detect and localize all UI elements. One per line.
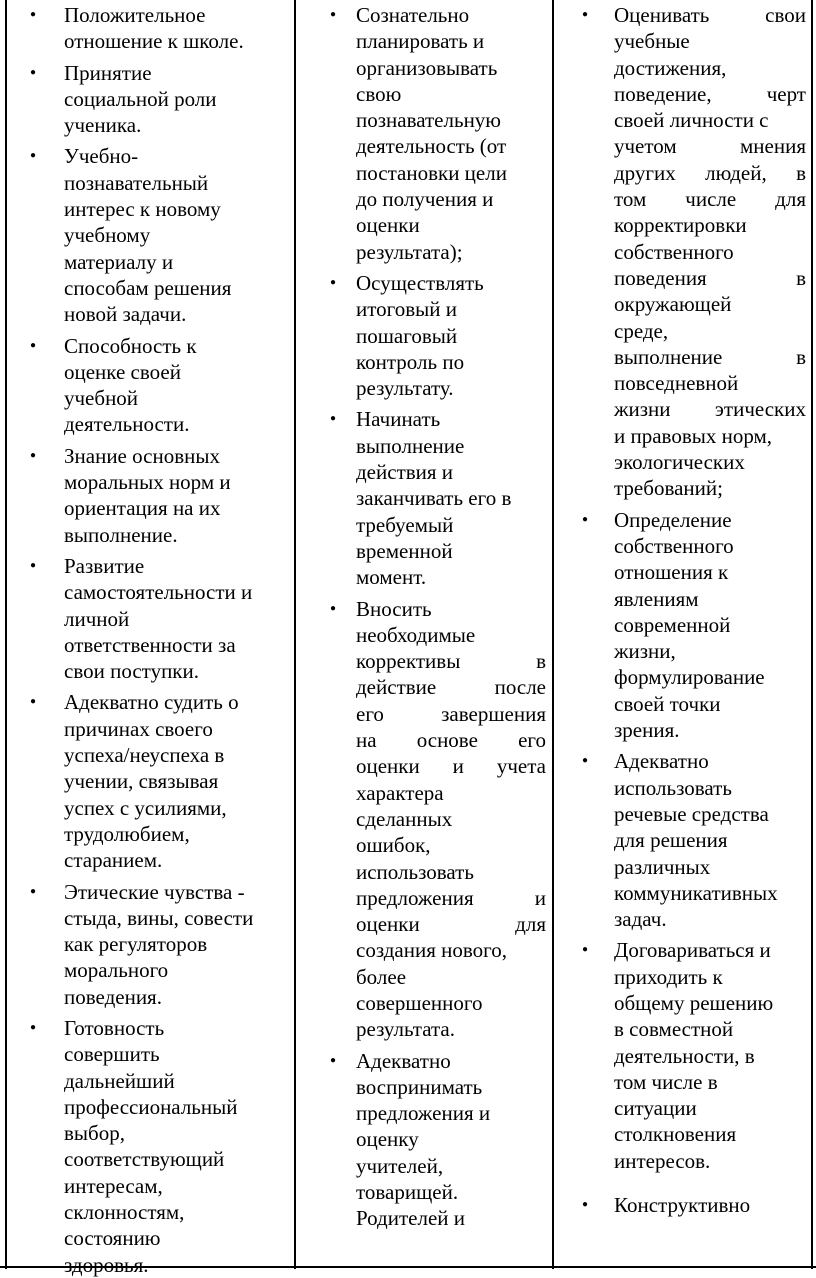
bullet-icon: ● [30,339,37,351]
list-item-line: коррективы в [356,649,546,674]
list-item-line: том числе в [614,1069,718,1094]
list-item-line: действие после [356,675,546,700]
list-item-line: состоянию [64,1226,161,1251]
list-item [10,2,290,55]
list-item-line: оценке своей [64,359,181,384]
list-item-line: результату. [356,376,454,401]
list-item-line: организовывать [356,55,498,80]
list-item-line: до получения и [356,187,494,212]
list-item [10,60,290,139]
list-item-line: интересов. [614,1148,711,1173]
list-item-line: трудолюбием, [64,821,190,846]
list-item-line: том числе для [614,187,806,212]
list-item-line: среде, [614,318,669,343]
list-item-line: Готовность [64,1015,165,1040]
list-item-line: на основе его [356,728,546,753]
list-item [10,143,290,327]
list-item-line: более [356,964,407,989]
list-item-line: оценки и учета [356,754,546,779]
list-item [300,596,546,1043]
list-item-line: новой задачи. [64,302,187,327]
bullet-icon: ● [582,9,589,20]
table-border-left [5,0,7,1269]
list-item-line: ученика. [64,113,142,138]
list-item-line: экологических [614,450,745,475]
list-item-line: интересам, [64,1173,163,1198]
list-item-line: дальнейший [64,1068,175,1093]
list-item-line: учетом мнения [614,134,806,159]
list-item-line: выполнение [356,433,465,458]
list-item [300,2,546,265]
list-item-line: Положительное [64,3,206,27]
list-item-line: Родителей и [356,1206,465,1231]
list-item-line: достижения, [614,55,727,80]
list-item [558,507,806,744]
list-item-line: Вносить [356,596,432,621]
list-item [10,443,290,548]
bullet-icon: ● [30,449,37,461]
list-item-line: успех с усилиями, [64,795,227,820]
list-item-line: столкновения [614,1122,737,1147]
column-regulatory [300,2,546,1232]
list-item-line: создания нового, [356,938,507,963]
bullet-icon: ● [30,66,37,78]
list-item-line: познавательный [64,170,209,195]
list-item-line: Конструктивно [614,1193,751,1218]
list-item-line: пошаговый [356,323,458,348]
list-item-line: различных [614,854,711,879]
list-item-line: Определение [614,507,732,532]
list-item-line: ориентация на их [64,496,221,521]
list-item-line: личной [64,606,130,631]
list-item-line: его завершения [356,701,546,726]
list-item-line: постановки цели [356,160,507,185]
bullet-icon: ● [330,276,337,288]
table-border-right [811,0,813,1269]
list-item-line: отношения к [614,560,729,585]
list-item-line: отношение к школе. [64,29,244,54]
list-item-line: старанием. [64,848,163,873]
list-item-line: успеха/неуспеха в [64,743,225,768]
list-item-line: совершить [64,1042,160,1067]
bullet-icon: ● [30,9,37,20]
list-item-line: требований; [614,476,723,501]
list-item-line: морального [64,958,169,983]
list-item-line: Начинать [356,407,441,432]
list-item [10,1015,290,1278]
list-item-line: моральных норм и [64,470,231,495]
list-item-line: оценки [356,213,420,238]
bullet-icon: ● [30,885,37,897]
bullet-icon: ● [582,755,589,767]
list-item-line: профессиональный [64,1094,238,1119]
list-item-line: оценку [356,1127,419,1152]
list-item-line: характера [356,780,444,805]
list-item [558,937,806,1174]
list-item-line: действия и [356,460,454,485]
bullet-icon: ● [582,944,589,956]
list-item-line: социальной роли [64,86,217,111]
list-item-line: выполнение в [614,344,806,369]
list-item [300,406,546,590]
list-item-line: коммуникативных [614,880,778,905]
list-item-line: учении, связывая [64,769,219,794]
list-item-line: свою [356,81,402,106]
list-item-line: поведение, черт [614,81,806,106]
list-item-line: ответственности за [64,632,236,657]
list-item-line: заканчивать его в [356,486,512,511]
list-item-line: учебные [614,29,690,54]
list-item-line: формулирование [614,665,765,690]
list-item-line: склонностям, [64,1200,185,1225]
column-communicative [558,2,806,1218]
list-item-line: Договариваться и [614,938,771,963]
list-item-line: Этические чувства - [64,879,245,904]
list-item [10,553,290,684]
list-item-line: в совместной [614,1017,734,1042]
list-item-line: корректировки [614,213,747,238]
list-item-line: необходимые [356,622,476,647]
bullet-icon: ● [30,696,37,708]
list-item-line: Развитие [64,553,145,578]
list-item-line: предложения и [356,885,546,910]
list-item-line: ошибок, [356,833,431,858]
list-item [10,333,290,438]
bullet-icon: ● [330,602,337,614]
list-item-line: причинах своего [64,716,213,741]
list-item-line: воспринимать [356,1074,483,1099]
list-item-line: Адекватно судить о [64,690,239,715]
list-item [300,270,546,401]
list-item-line: здоровья. [64,1252,149,1277]
list-item-line: выбор, [64,1121,125,1146]
list-item-line: как регуляторов [64,932,208,957]
list-item-line: способам решения [64,275,232,300]
list-item-line: свои поступки. [64,659,199,684]
list-item-line: жизни, [614,639,676,664]
list-item-line: учителей, [356,1153,444,1178]
list-item-line: других людей, в [614,160,806,185]
list-item [558,1192,806,1218]
bullet-icon: ● [30,559,37,571]
list-item-line: самостоятельности и [64,580,253,605]
list-item [558,2,806,502]
list-item-line: итоговый и [356,297,457,322]
list-item [558,748,806,932]
list-item-line: речевые средства [614,801,769,826]
list-item-line: требуемый [356,512,454,537]
bullet-icon: ● [30,1021,37,1033]
list-item [10,879,290,1010]
list-item-line: деятельности. [64,412,190,437]
list-item-line: собственного [614,533,734,558]
list-item-line: собственного [614,239,734,264]
list-item-line: задач. [614,907,667,932]
list-item-line: повседневной [614,371,739,396]
list-item-line: совершенного [356,990,483,1015]
list-item-line: Оценивать свои [614,3,806,27]
list-item-line: использовать [356,859,474,884]
list-item-line: Знание основных [64,443,220,468]
list-item-line: товарищей. [356,1180,459,1205]
list-item-line: выполнение. [64,522,178,547]
list-item-line: использовать [614,775,732,800]
list-item-line: своей точки [614,691,721,716]
bullet-icon: ● [30,150,37,162]
list-item-line: явлениям [614,586,699,611]
list-item-line: предложения и [356,1101,491,1126]
list-item-line: своей личности с [614,108,769,133]
list-item-line: сделанных [356,806,453,831]
list-item-line: материалу и [64,249,174,274]
bullet-icon: ● [330,1054,337,1066]
column-personal [10,2,290,1278]
list-item-line: Способность к [64,333,197,358]
list-item-line: поведения. [64,984,162,1009]
list-item-line: контроль по [356,349,465,374]
list-item-line: поведения в [614,265,806,290]
list-item-line: зрения. [614,718,680,743]
bullet-icon: ● [582,1199,589,1211]
list-item [10,689,290,873]
bullet-icon: ● [330,9,337,20]
list-item-line: современной [614,612,731,637]
list-item-line: результата); [356,239,463,264]
list-item-line: планировать и [356,29,485,54]
bullet-icon: ● [330,413,337,425]
list-item-line: познавательную [356,108,501,133]
list-item-line: оценки для [356,912,546,937]
list-item-line: ситуации [614,1096,697,1121]
list-item-line: учебному [64,223,151,248]
list-item-line: временной [356,538,453,563]
list-item-line: Принятие [64,60,152,85]
list-item-line: общему решению [614,990,774,1015]
list-item-line: Адекватно [614,749,709,774]
list-item-line: Сознательно [356,3,470,27]
list-item-line: Осуществлять [356,270,484,295]
list-item-line: деятельности, в [614,1043,755,1068]
list-item-line: соответствующий [64,1147,225,1172]
list-item-line: стыда, вины, совести [64,905,254,930]
list-item-line: учебной [64,386,139,411]
list-item-line: момент. [356,565,427,590]
list-item-line: жизни этических [614,397,806,422]
list-item-line: для решения [614,828,728,853]
list-item-line: и правовых норм, [614,423,773,448]
bullet-icon: ● [582,513,589,525]
list-item-line: Учебно- [64,144,139,169]
list-item-line: деятельность (от [356,134,507,159]
table-border-col2 [552,0,554,1269]
list-item [300,1048,546,1232]
list-item-line: результата. [356,1017,455,1042]
list-item-line: приходить к [614,964,723,989]
list-item-line: интерес к новому [64,197,221,222]
list-item-line: окружающей [614,292,732,317]
table-border-col1 [294,0,296,1269]
list-item-line: Адекватно [356,1048,451,1073]
